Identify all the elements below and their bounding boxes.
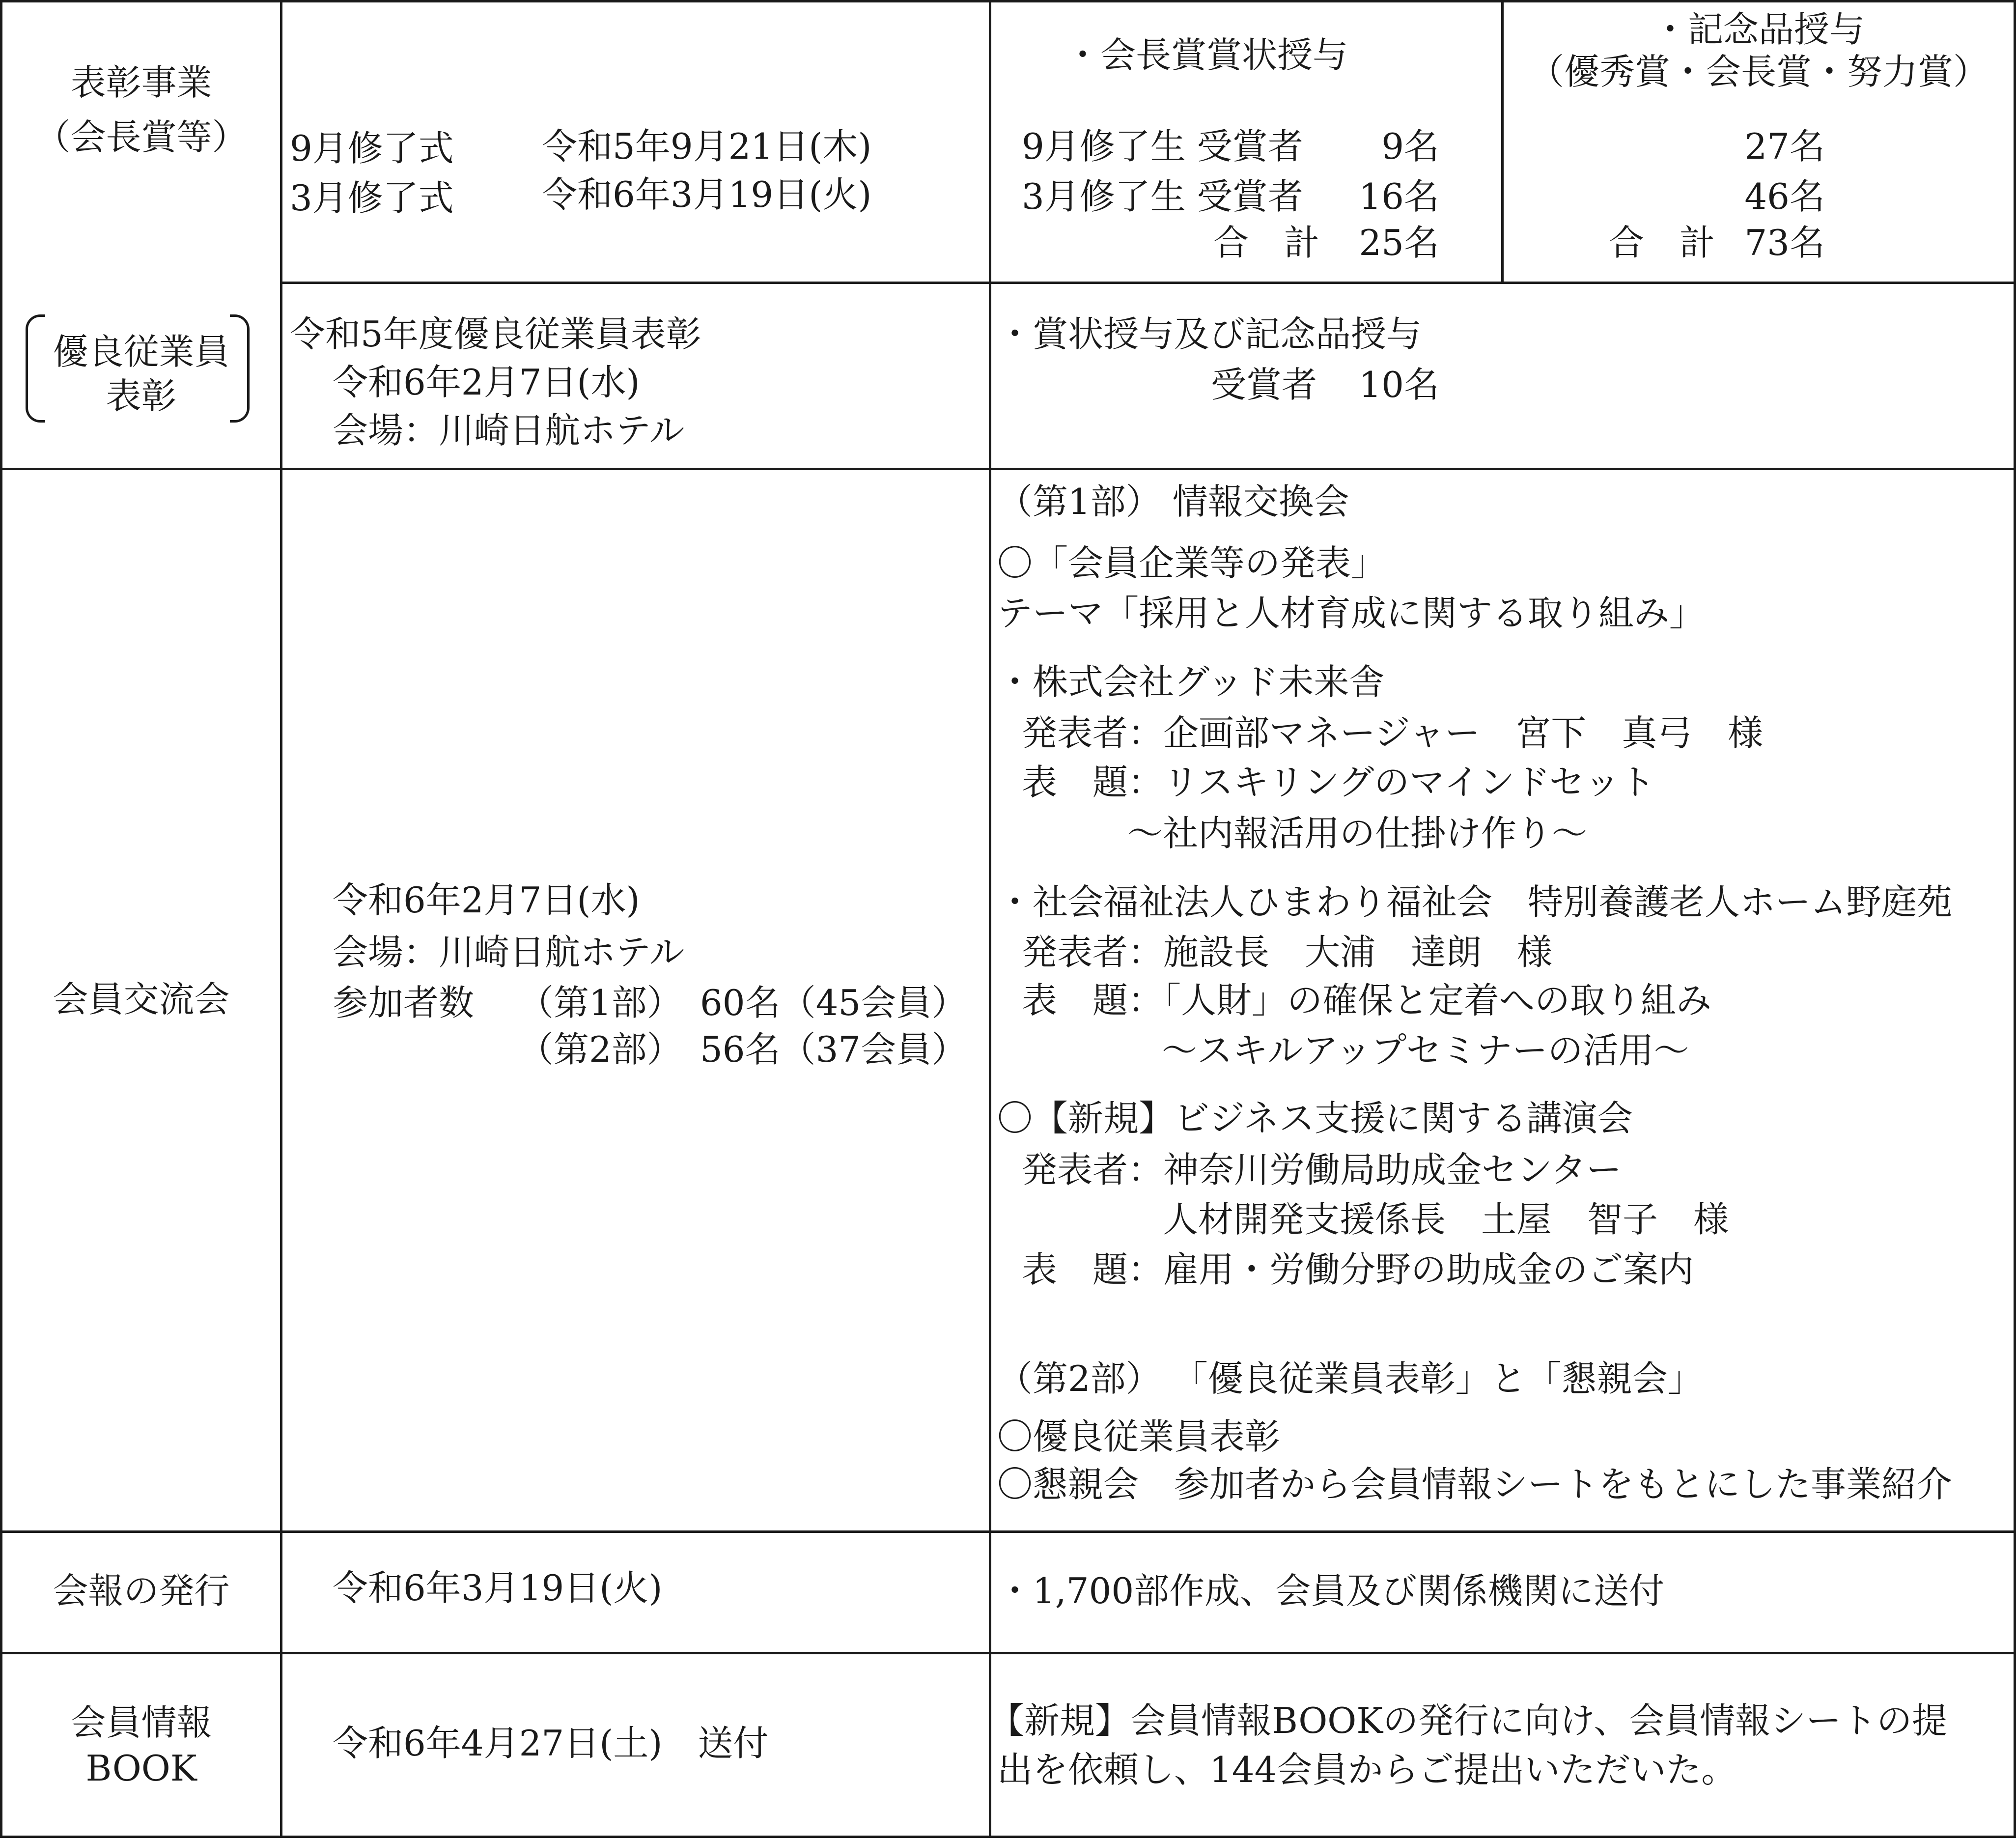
exchange-part1-value: 60名（45会員） bbox=[700, 982, 967, 1023]
employee-detail-line1: 令和5年度優良従業員表彰 bbox=[290, 313, 701, 355]
employee-detail-line2: 令和6年2月7日(水) bbox=[333, 362, 640, 403]
award-certificate-row1-label: 9月修了生 受賞者 bbox=[1022, 126, 1303, 167]
award-certificate-header: ・会長賞賞状授与 bbox=[1065, 34, 1348, 76]
newsletter-date: 令和6年3月19日(火) bbox=[333, 1567, 663, 1609]
exchange-participants-label: 参加者数 bbox=[333, 982, 475, 1023]
row-divider-book bbox=[0, 1652, 2016, 1654]
exchange-date: 令和6年2月7日(水) bbox=[333, 879, 640, 921]
book-detail-line2: 出を依頼し、144会員からご提出いただいた。 bbox=[997, 1749, 1737, 1790]
awards-ceremony2-date: 令和6年3月19日(火) bbox=[542, 174, 872, 215]
exchange-content-line: 人材開発支援係長 土屋 智子 様 bbox=[1163, 1199, 1729, 1240]
book-label-line1: 会員情報 bbox=[70, 1702, 212, 1743]
employee-result-line1: ・賞状授与及び記念品授与 bbox=[997, 313, 1422, 355]
award-gift-row1: 27名 bbox=[1744, 126, 1825, 167]
row-divider-newsletter bbox=[0, 1530, 2016, 1533]
exchange-content-line: 発表者：神奈川労働局助成金センター bbox=[1022, 1149, 1622, 1190]
exchange-part2-value: 56名（37会員） bbox=[700, 1029, 967, 1070]
exchange-content-line: ～スキルアップセミナーの活用～ bbox=[1162, 1030, 1689, 1071]
award-gift-total-label: 合 計 bbox=[1609, 222, 1715, 263]
exchange-content-line: ・株式会社グッド未来舎 bbox=[997, 661, 1385, 703]
exchange-content-line: 〇【新規】ビジネス支援に関する講演会 bbox=[997, 1098, 1633, 1139]
exchange-content-line: 〇「会員企業等の発表」 bbox=[997, 542, 1387, 584]
row-divider-awards-inner bbox=[280, 282, 2016, 284]
award-gift-header2: （優秀賞・会長賞・努力賞） bbox=[1528, 51, 1988, 92]
book-date: 令和6年4月27日(土) 送付 bbox=[333, 1723, 769, 1764]
awards-ceremony1-date: 令和5年9月21日(木) bbox=[542, 126, 872, 167]
exchange-content-line: （第1部） 情報交換会 bbox=[997, 481, 1349, 522]
award-certificate-row2-label: 3月修了生 受賞者 bbox=[1022, 176, 1303, 217]
award-certificate-total-label: 合 計 bbox=[1213, 222, 1320, 263]
exchange-content-line: ・社会福祉法人ひまわり福祉会 特別養護老人ホーム野庭苑 bbox=[997, 881, 1953, 923]
exchange-content-line: ～社内報活用の仕掛け作り～ bbox=[1127, 813, 1588, 854]
book-label-line2: BOOK bbox=[85, 1748, 197, 1789]
table-border-left bbox=[0, 0, 2, 1838]
newsletter-detail: ・1,700部作成、会員及び関係機関に送付 bbox=[997, 1570, 1665, 1612]
col-divider-1 bbox=[280, 0, 282, 1838]
award-certificate-row2-value: 16名 bbox=[1359, 176, 1439, 217]
award-gift-row2: 46名 bbox=[1744, 176, 1825, 217]
table-border-top bbox=[0, 0, 2016, 2]
table-border-right bbox=[2014, 0, 2016, 1838]
awards-ceremony2: 3月修了式 bbox=[290, 177, 454, 219]
exchange-label: 会員交流会 bbox=[53, 979, 230, 1020]
employee-detail-line3: 会場：川崎日航ホテル bbox=[333, 410, 685, 451]
exchange-content-line: 表 題：リスキリングのマインドセット bbox=[1022, 762, 1655, 803]
employee-label-line1: 優良従業員 bbox=[53, 331, 230, 372]
newsletter-label: 会報の発行 bbox=[53, 1570, 230, 1612]
employee-result-label: 受賞者 bbox=[1211, 364, 1317, 405]
exchange-part2-label: （第2部） bbox=[518, 1029, 682, 1070]
exchange-content-line: （第2部） 「優良従業員表彰」と「懇親会」 bbox=[997, 1358, 1703, 1399]
exchange-content-line: 〇優良従業員表彰 bbox=[997, 1416, 1281, 1457]
table-border-bottom bbox=[0, 1836, 2016, 1838]
awards-label-line2: （会長賞等） bbox=[35, 116, 248, 158]
award-gift-header1: ・記念品授与 bbox=[1652, 9, 1865, 50]
awards-ceremony1: 9月修了式 bbox=[290, 128, 454, 169]
book-detail-line1: 【新規】会員情報BOOKの発行に向け、会員情報シートの提 bbox=[989, 1700, 1948, 1741]
exchange-content-line: 表 題：雇用・労働分野の助成金のご案内 bbox=[1022, 1249, 1694, 1290]
exchange-content-line: 表 題：「人財」の確保と定着への取り組み bbox=[1022, 980, 1712, 1021]
award-certificate-row1-value: 9名 bbox=[1381, 126, 1439, 167]
row-divider-exchange bbox=[0, 468, 2016, 470]
exchange-content-line: 発表者：施設長 大浦 達朗 様 bbox=[1022, 932, 1553, 973]
employee-result-value: 10名 bbox=[1359, 364, 1439, 405]
exchange-content-line: 〇懇親会 参加者から会員情報シートをもとにした事業紹介 bbox=[997, 1464, 1953, 1505]
award-gift-total-value: 73名 bbox=[1744, 222, 1825, 263]
exchange-content-line: テーマ「採用と人材育成に関する取り組み」 bbox=[997, 593, 1705, 634]
awards-label-line1: 表彰事業 bbox=[70, 62, 212, 103]
col-divider-2 bbox=[989, 0, 991, 1838]
employee-label-line2: 表彰 bbox=[106, 375, 177, 417]
exchange-content-line: 発表者：企画部マネージャー 宮下 真弓 様 bbox=[1022, 712, 1764, 754]
award-certificate-total-value: 25名 bbox=[1359, 222, 1439, 263]
exchange-venue: 会場：川崎日航ホテル bbox=[333, 932, 685, 973]
exchange-part1-label: （第1部） bbox=[518, 982, 682, 1023]
